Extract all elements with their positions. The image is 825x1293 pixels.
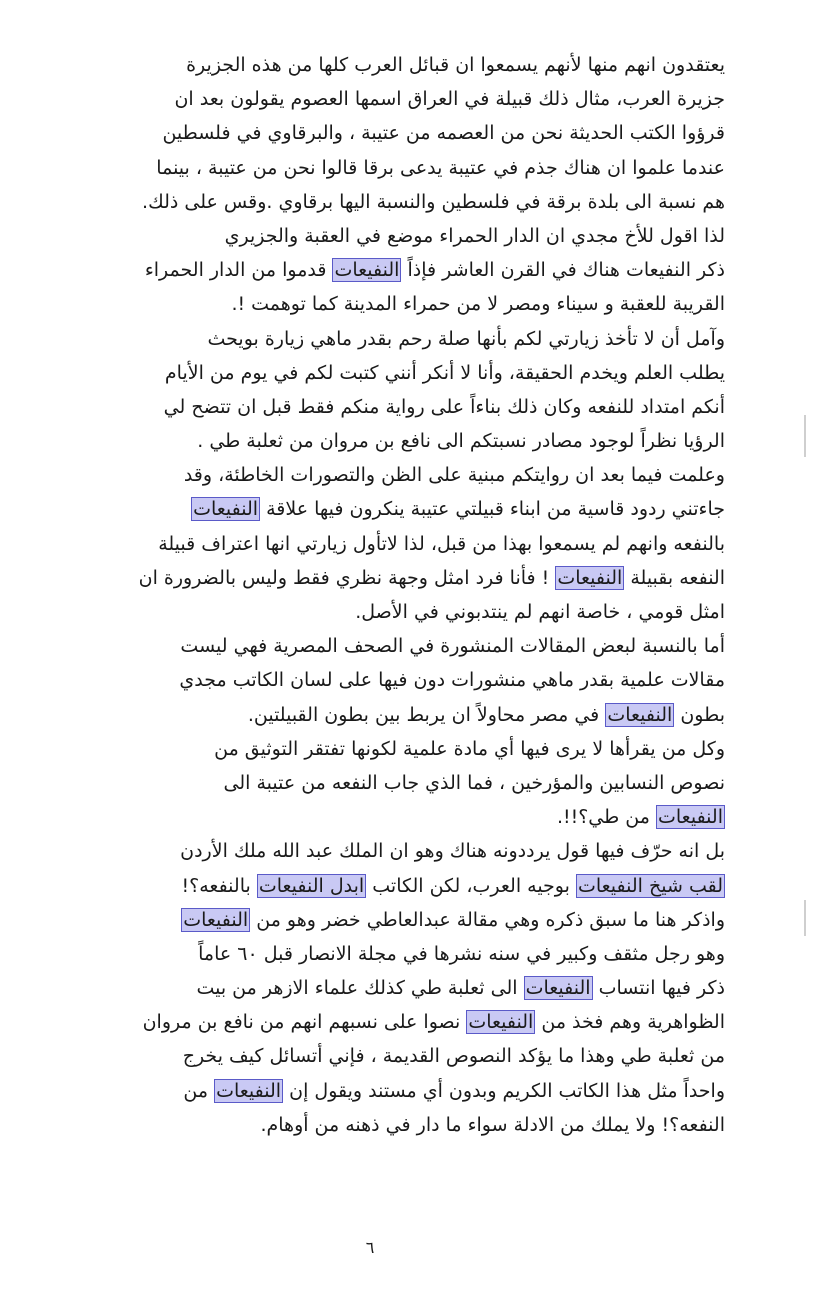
page-number: ٦ xyxy=(365,1238,375,1257)
text-line-8 xyxy=(30,287,725,321)
text-line-24 xyxy=(30,834,725,868)
text-line-21 xyxy=(30,732,725,766)
text-line-15 xyxy=(30,527,725,561)
text-line-7 xyxy=(30,253,725,287)
line-text: وآمل أن لا تأخذ زيارتي لكم بأنها صلة رحم بقدر ماهي زيارة بويحث xyxy=(207,327,725,350)
search-highlight: النفيعات xyxy=(658,806,723,829)
line-text: ذكر النفيعات هناك في القرن العاشر فإذاً xyxy=(401,259,725,282)
search-highlight: النفيعات xyxy=(216,1079,282,1102)
text-line-3 xyxy=(30,116,725,150)
line-text: قدموا من الدار الحمراء xyxy=(144,259,333,282)
text-line-28 xyxy=(30,971,725,1005)
line-text: أما بالنسبة لبعض المقالات المنشورة في الصحف المصرية فهي ليست xyxy=(180,635,725,658)
scan-artifact-mark xyxy=(804,900,806,936)
text-line-20 xyxy=(30,698,725,732)
search-highlight: النفيعات xyxy=(193,498,259,521)
text-line-17 xyxy=(30,595,725,629)
search-highlight: النفيعات xyxy=(334,259,400,282)
text-line-27 xyxy=(30,937,725,971)
text-line-5 xyxy=(30,185,725,219)
line-text: وهو رجل مثقف وكبير في سنه نشرها في مجلة الانصار قبل ٦٠ عاماً xyxy=(198,942,725,965)
text-line-30 xyxy=(30,1039,725,1073)
text-line-4 xyxy=(30,151,725,185)
line-text: بالنفعه وانهم لم يسمعوا بهذا من قبل، لذا لاتأول زيارتي انها اعتراف قبيلة xyxy=(158,532,725,555)
line-text: نصوا على نسبهم انهم من نافع بن مروان xyxy=(142,1011,467,1034)
search-highlight: النفيعات xyxy=(607,703,673,726)
line-text: جزيرة العرب، مثال ذلك قبيلة في العراق اسمها العصوم يقولون بعد ان xyxy=(174,88,725,111)
text-line-6 xyxy=(30,219,725,253)
search-highlight: النفيعات xyxy=(183,908,249,931)
line-text: وكل من يقرأها لا يرى فيها أي مادة علمية لكونها تفتقر التوثيق من xyxy=(214,737,725,760)
text-line-2 xyxy=(30,82,725,116)
text-line-32 xyxy=(30,1108,725,1142)
line-text: من طي؟!!. xyxy=(556,806,656,829)
line-text: ! فأنا فرد امثل وجهة نظري فقط وليس بالضرورة ان xyxy=(138,566,556,589)
text-line-12 xyxy=(30,424,725,458)
scan-artifact-mark xyxy=(804,415,806,457)
line-text: نصوص النسابين والمؤرخين ، فما الذي جاب النفعه من عتيبة الى xyxy=(223,771,725,794)
line-text: بطون xyxy=(674,703,725,726)
line-text: قرؤوا الكتب الحديثة نحن من العصمه من عتيبة ، والبرقاوي في فلسطين xyxy=(162,122,725,145)
line-text: لذا اقول للأخ مجدي ان الدار الحمراء موضع في العقبة والجزيري xyxy=(224,224,725,247)
text-line-26 xyxy=(30,903,725,937)
text-line-25 xyxy=(30,869,725,903)
line-text: ذكر فيها انتساب xyxy=(592,977,725,1000)
line-text: في مصر محاولاً ان يربط بين بطون القبيلتين. xyxy=(247,703,606,726)
line-text: مقالات علمية بقدر ماهي منشورات دون فيها على لسان الكاتب مجدي xyxy=(179,669,725,692)
text-line-23 xyxy=(30,800,725,834)
line-text: بوجيه العرب، لكن الكاتب xyxy=(366,874,576,897)
search-highlight: النفيعات xyxy=(525,977,591,1000)
line-text: الظواهرية وهم فخذ من xyxy=(535,1011,725,1034)
line-text: الرؤيا نظراً لوجود مصادر نسبتكم الى نافع بن مروان من ثعلبة طي . xyxy=(197,430,725,453)
line-text: من xyxy=(183,1079,215,1102)
body-text xyxy=(30,48,725,1142)
search-highlight: النفيعات xyxy=(468,1011,534,1034)
text-line-14 xyxy=(30,492,725,526)
line-text: النفعه؟! ولا يملك من الادلة سواء ما دار في ذهنه من أوهام. xyxy=(260,1113,725,1136)
line-text: الى ثعلبة طي كذلك علماء الازهر من بيت xyxy=(196,977,524,1000)
text-line-9 xyxy=(30,322,725,356)
text-line-16 xyxy=(30,561,725,595)
line-text: جاءتني ردود قاسية من ابناء قبيلتي عتيبة ينكرون فيها علاقة xyxy=(260,498,725,521)
text-line-11 xyxy=(30,390,725,424)
line-text: بالنفعه؟! xyxy=(181,874,257,897)
line-text: واذكر هنا ما سبق ذكره وهي مقالة عبدالعاطي خضر وهو من xyxy=(250,908,725,931)
line-text: أنكم امتداد للنفعه وكان ذلك بناءاً على رواية منكم فقط قبل ان تتضح لي xyxy=(163,395,725,418)
line-text: وعلمت فيما بعد ان روايتكم مبنية على الظن والتصورات الخاطئة، وقد xyxy=(183,464,725,487)
text-line-19 xyxy=(30,663,725,697)
line-text: يطلب العلم ويخدم الحقيقة، وأنا لا أنكر أنني كتبت لكم في يوم من الأيام xyxy=(164,361,725,384)
text-line-10 xyxy=(30,356,725,390)
text-line-1 xyxy=(30,48,725,82)
line-text: القريبة للعقبة و سيناء ومصر لا من حمراء المدينة كما توهمت !. xyxy=(231,293,725,316)
search-highlight: ابدل النفيعات xyxy=(258,874,365,897)
line-text: بل انه حرّف فيها قول يرددونه هناك وهو ان الملك عبد الله ملك الأردن xyxy=(180,840,725,863)
search-highlight: لقب شيخ النفيعات xyxy=(577,874,723,897)
line-text: يعتقدون انهم منها لأنهم يسمعوا ان قبائل العرب كلها من هذه الجزيرة xyxy=(186,54,725,76)
line-text: من ثعلبة طي وهذا ما يؤكد النصوص القديمة ، فإني أتسائل كيف يخرج xyxy=(182,1045,725,1068)
line-text: واحداً مثل هذا الكاتب الكريم وبدون أي مستند ويقول إن xyxy=(283,1079,725,1102)
line-text: عندما علموا ان هناك جذم في عتيبة يدعى برقا قالوا نحن من عتيبة ، بينما xyxy=(156,156,725,179)
text-line-22 xyxy=(30,766,725,800)
text-line-29 xyxy=(30,1005,725,1039)
line-text: النفعه بقبيلة xyxy=(624,566,725,589)
line-text: امثل قومي ، خاصة انهم لم ينتدبوني في الأصل. xyxy=(355,601,725,623)
line-text: هم نسبة الى بلدة برقة في فلسطين والنسبة اليها برقاوي .وقس على ذلك. xyxy=(142,190,725,213)
search-highlight: النفيعات xyxy=(557,566,623,589)
text-line-31 xyxy=(30,1074,725,1108)
text-line-13 xyxy=(30,458,725,492)
text-line-18 xyxy=(30,629,725,663)
